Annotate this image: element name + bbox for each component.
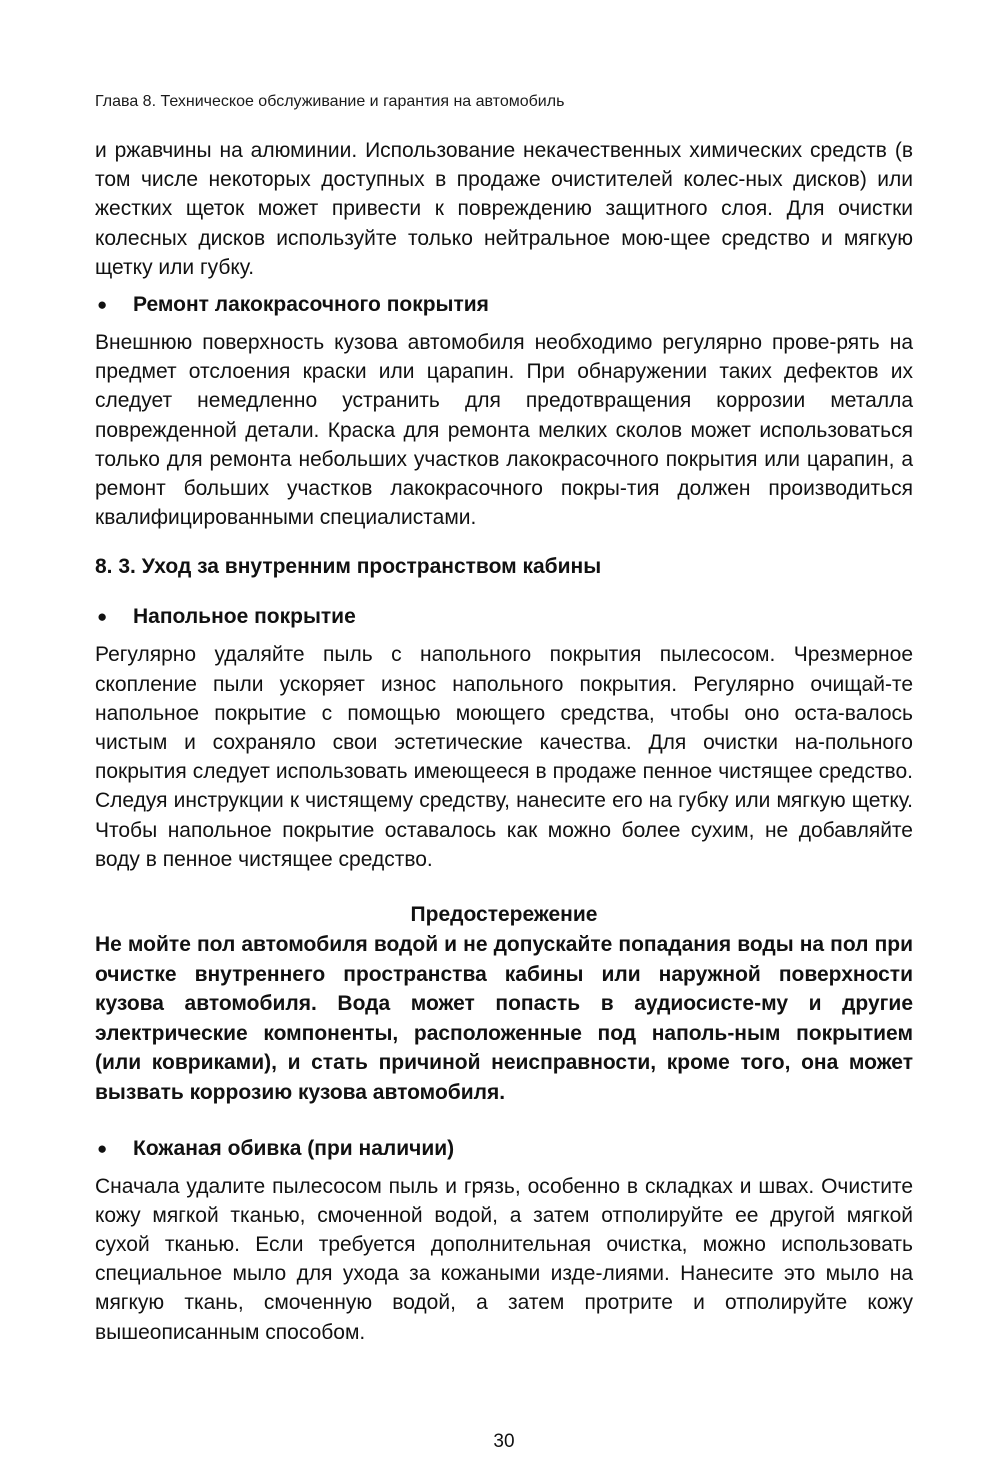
running-header: Глава 8. Техническое обслуживание и гарантия на автомобиль [95,93,565,110]
subheading-leather-upholstery-label: Кожаная обивка (при наличии) [133,1136,455,1160]
bullet-icon: ● [97,1138,108,1158]
bullet-icon: ● [97,295,108,315]
subheading-paint-repair [95,290,913,320]
paragraph-paint-repair: Внешнюю поверхность кузова автомобиля необходимо регулярно прове-рять на предмет отслоения краски или царапин. При обнаружении таких дефектов их следует немедленно устранить для предотвращения коррозии металла поврежденной детали. Краска для ремонта мелких сколов может использоваться только для ремонта небольших участков лакокрасочного покрытия или царапин, а ремонт больших участков лакокрасочного покры-тия должен производиться квалифицированными специалистами. [95,331,913,530]
subheading-floor-covering [95,602,913,632]
page-number: 30 [493,1431,515,1452]
section-heading-interior: 8. 3. Уход за внутренним пространством кабины [95,555,602,579]
subheading-floor-covering-label: Напольное покрытие [133,605,356,629]
paragraph-floor-covering: Регулярно удаляйте пыль с напольного покрытия пылесосом. Чрезмерное скопление пыли ускоряет износ напольного покрытия. Регулярно очищай-те напольное покрытие с помощью моющего средства, чтобы оно оста-валось чистым и сохраняло свои эстетические качества. Для очистки на-польного покрытия следует использовать имеющееся в продаже пенное чистящее средство. Следуя инструкции к чистящему средству, нанесите его на губку или мягкую щетку. Чтобы напольное покрытие оставалось как можно более сухим, не добавляйте воду в пенное чистящее средство. [95,643,913,871]
subheading-leather-upholstery [95,1134,913,1164]
warning-title: Предостережение [410,903,598,927]
paragraph-leather-upholstery: Сначала удалите пылесосом пыль и грязь, особенно в складках и швах. Очистите кожу мягкой тканью, смоченной водой, а затем отполируйте ее другой мягкой сухой тканью. Если требуется дополнительная очистка, можно использовать специальное мыло для ухода за кожаными изде-лиями. Нанесите это мыло на мягкую ткань, смоченную водой, а затем протрите и отполируйте кожу вышеописанным способом. [95,1174,913,1344]
subheading-paint-repair-label: Ремонт лакокрасочного покрытия [133,293,489,317]
warning-text: Не мойте пол автомобиля водой и не допускайте попадания воды на пол при очистке внутреннего пространства кабины или наружной поверхности кузова автомобиля. Вода может попасть в аудиосисте-му и другие электрические компоненты, расположенные под наполь-ным покрытием (или ковриками), и стать причиной неисправности, кроме того, она может вызвать коррозию кузова автомобиля. [95,933,913,1105]
bullet-icon: ● [97,607,108,627]
paragraph-wheel-cleaning: и ржавчины на алюминии. Использование некачественных химических средств (в том числе некоторых доступных в продаже очистителей колес-ных дисков) или жестких щеток может привести к повреждению защитного слоя. Для очистки колесных дисков используйте только нейтральное мою-щее средство и мягкую щетку или губку. [95,139,913,279]
page-content [95,136,913,1347]
